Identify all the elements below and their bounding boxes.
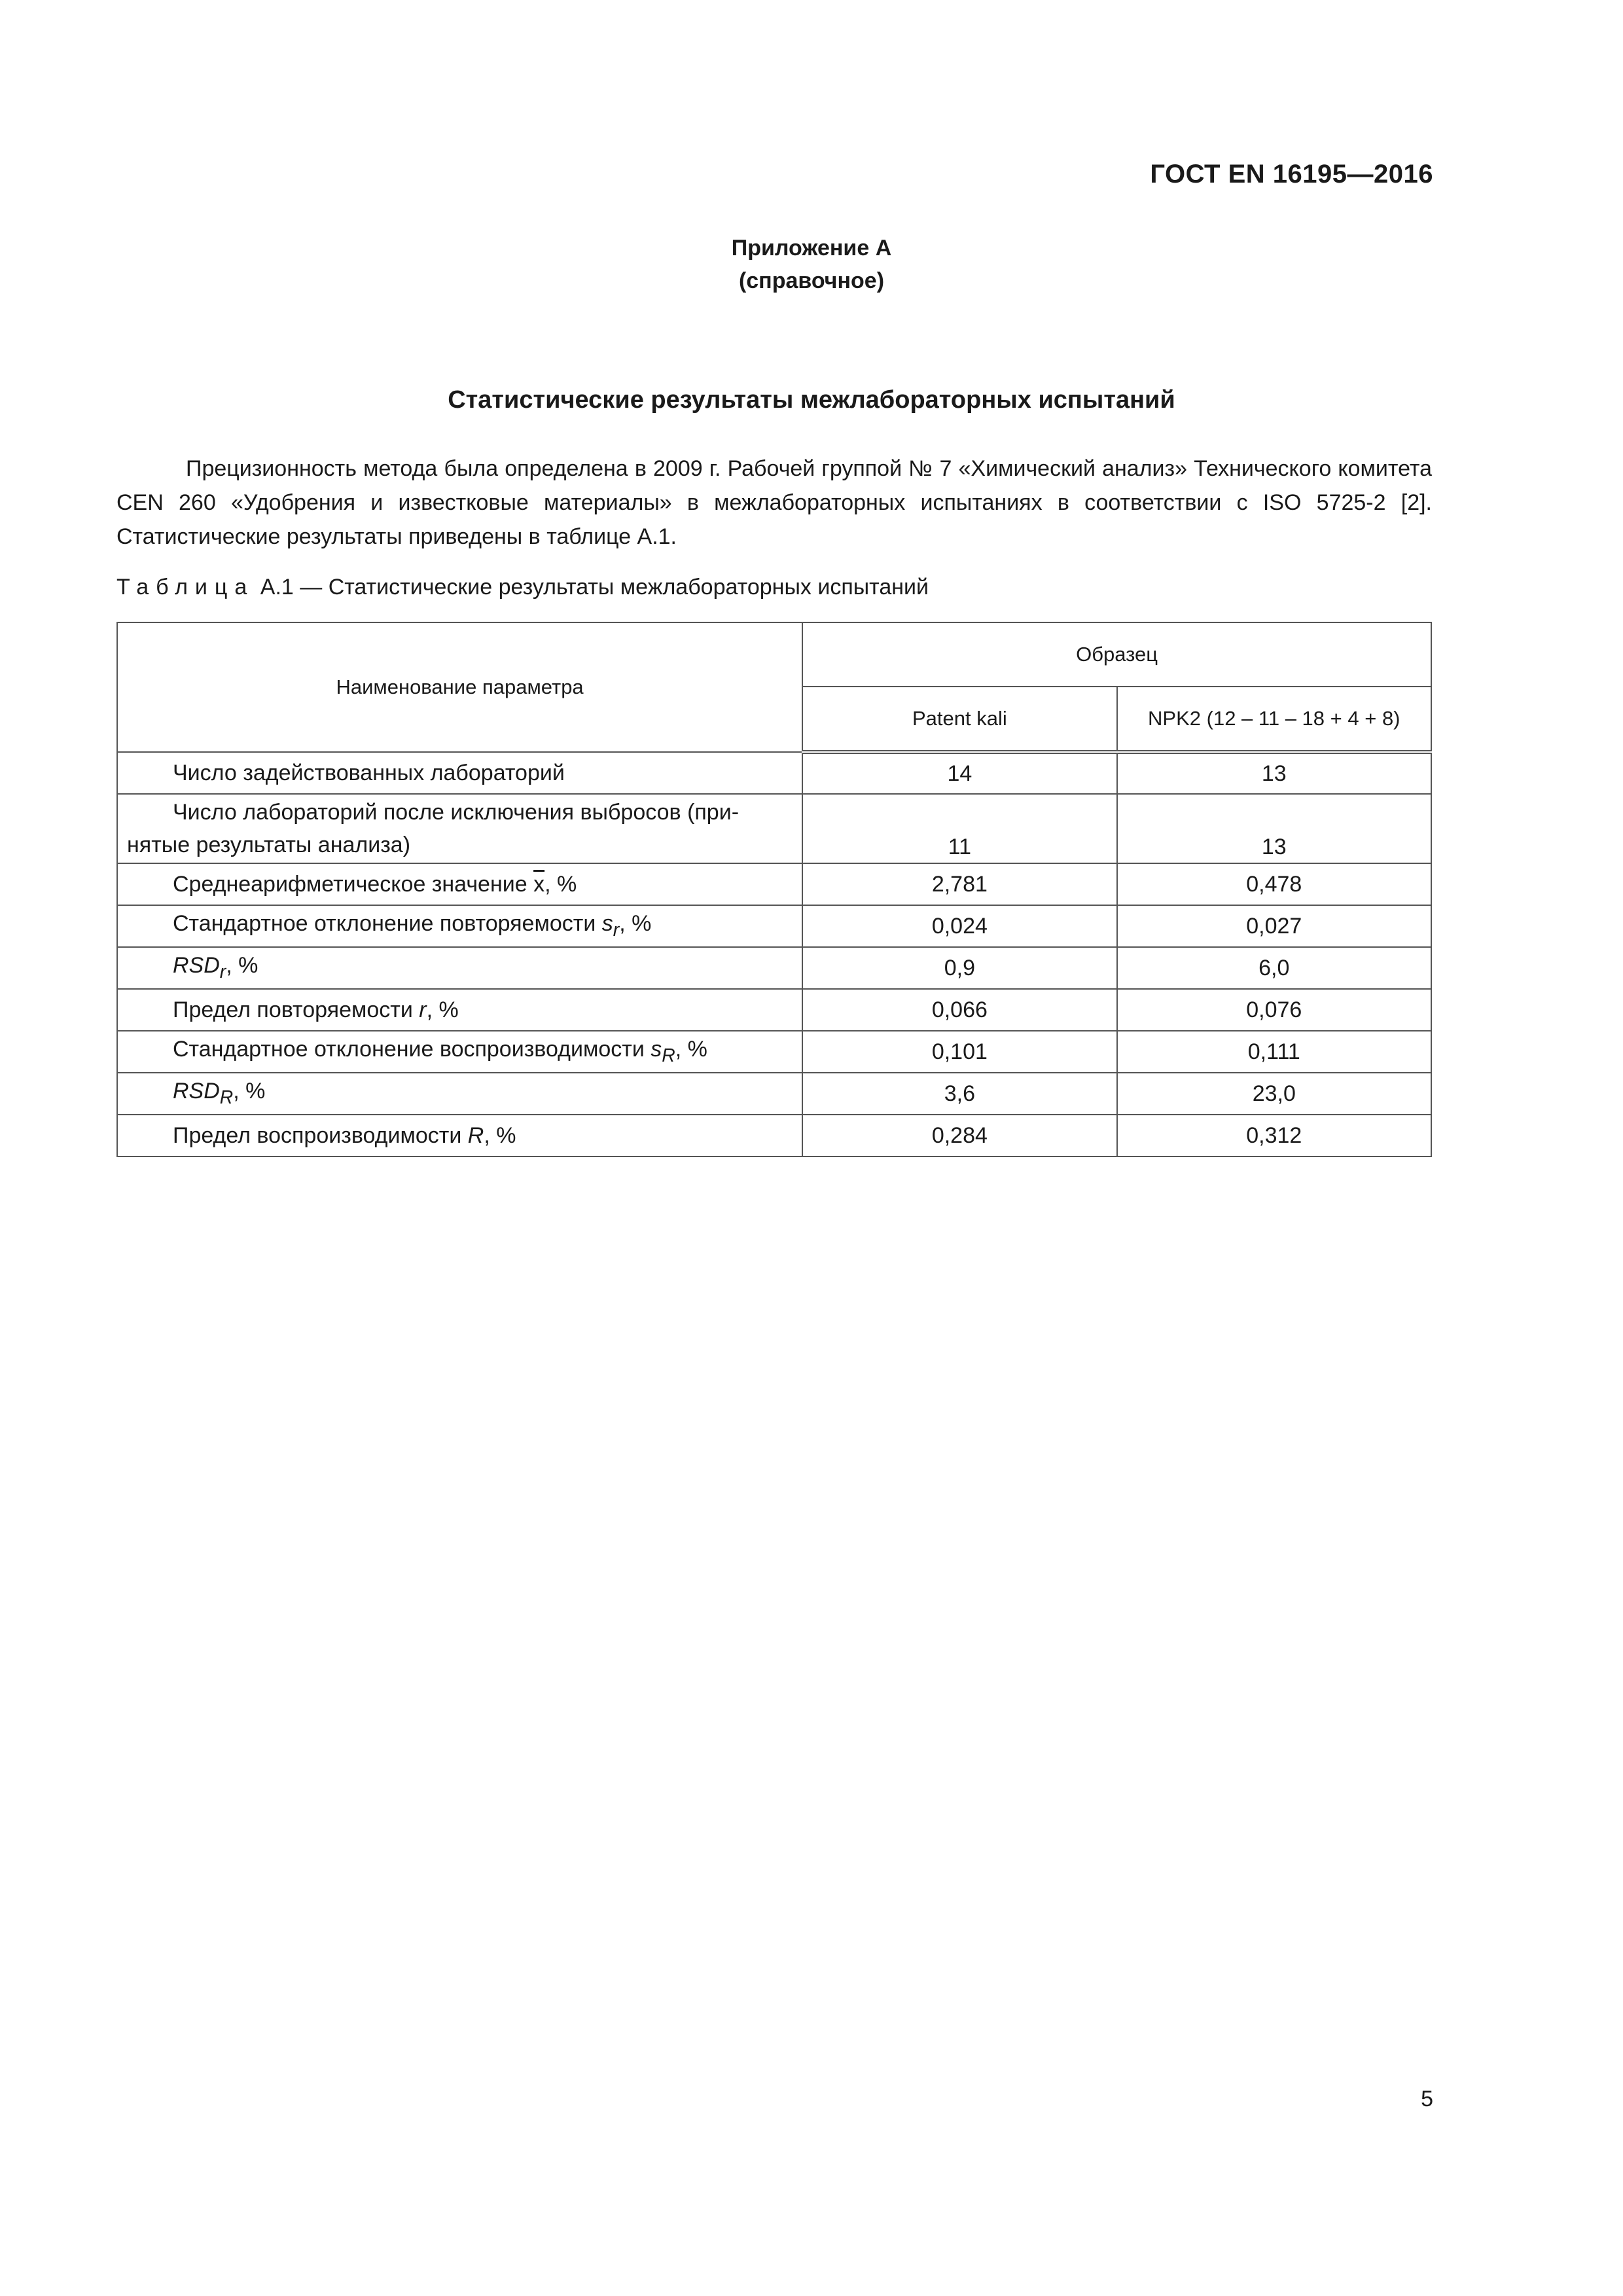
document-code: ГОСТ EN 16195—2016 bbox=[1150, 160, 1433, 188]
section-title: Статистические результаты межлабораторных испытаний bbox=[448, 386, 1175, 414]
header-column-1: Patent kali bbox=[802, 687, 1116, 752]
header-column-2: NPK2 (12 – 11 – 18 + 4 + 8) bbox=[1117, 687, 1431, 752]
table-row bbox=[117, 1073, 1431, 1115]
table-caption bbox=[116, 575, 929, 600]
table-row bbox=[117, 794, 1431, 863]
table-row bbox=[117, 989, 1431, 1031]
value-cell: 11 bbox=[802, 794, 1116, 863]
value-cell: 0,101 bbox=[802, 1031, 1116, 1073]
value-cell: 0,024 bbox=[802, 905, 1116, 947]
value-cell: 23,0 bbox=[1117, 1073, 1431, 1115]
value-cell: 0,066 bbox=[802, 989, 1116, 1031]
parameter-name: Предел воспроизводимости R, % bbox=[117, 1115, 802, 1157]
annex-title: Приложение А bbox=[731, 236, 892, 260]
value-cell: 0,312 bbox=[1117, 1115, 1431, 1157]
parameter-name: Стандартное отклонение воспроизводимости $s_R$, % bbox=[117, 1031, 802, 1073]
value-cell: 0,111 bbox=[1117, 1031, 1431, 1073]
mean-symbol: $\overline{x}$ bbox=[533, 871, 545, 897]
annex-subtitle: (справочное) bbox=[738, 268, 885, 293]
value-cell: 13 bbox=[1117, 794, 1431, 863]
value-cell: 2,781 bbox=[802, 863, 1116, 905]
value-cell: 0,284 bbox=[802, 1115, 1116, 1157]
value-cell: 0,478 bbox=[1117, 863, 1431, 905]
parameter-name: Число задействованных лабораторий bbox=[117, 752, 802, 794]
value-cell: 14 bbox=[802, 752, 1116, 794]
results-table bbox=[116, 622, 1432, 1157]
parameter-name: Стандартное отклонение повторяемости $s_r$, % bbox=[117, 905, 802, 947]
value-cell: 0,076 bbox=[1117, 989, 1431, 1031]
header-parameter: Наименование параметра bbox=[117, 622, 802, 752]
table-caption-label: Таблица bbox=[116, 575, 255, 600]
value-cell: 6,0 bbox=[1117, 947, 1431, 989]
annex-heading bbox=[0, 232, 1623, 297]
page-number: 5 bbox=[1421, 2087, 1433, 2111]
value-cell: 3,6 bbox=[802, 1073, 1116, 1115]
parameter-name: Среднеарифметическое значение $\overline{x}$, % bbox=[117, 863, 802, 905]
table-row bbox=[117, 1031, 1431, 1073]
header-sample: Образец bbox=[802, 622, 1431, 687]
table-row bbox=[117, 752, 1431, 794]
value-cell: 13 bbox=[1117, 752, 1431, 794]
table-row bbox=[117, 1115, 1431, 1157]
value-cell: 0,027 bbox=[1117, 905, 1431, 947]
parameter-name: Число лабораторий после исключения выбросов (при-нятые результаты анализа) bbox=[117, 794, 802, 863]
parameter-name: Предел повторяемости r, % bbox=[117, 989, 802, 1031]
table-row bbox=[117, 863, 1431, 905]
parameter-name: $RSD_r$, % bbox=[117, 947, 802, 989]
value-cell: 0,9 bbox=[802, 947, 1116, 989]
parameter-name: $RSD_R$, % bbox=[117, 1073, 802, 1115]
table-row bbox=[117, 947, 1431, 989]
body-paragraph: Прецизионность метода была определена в 2009 г. Рабочей группой № 7 «Химический анализ» Технического комитета CEN 260 «Удобрения и известковые материалы» в межлабораторных испытаниях в соответствии с ISO 5725-2 [2]. Статистические результаты приведены в таблице А.1. bbox=[116, 456, 1432, 549]
table-row bbox=[117, 905, 1431, 947]
table-caption-text: А.1 — Статистические результаты межлабораторных испытаний bbox=[260, 575, 929, 600]
